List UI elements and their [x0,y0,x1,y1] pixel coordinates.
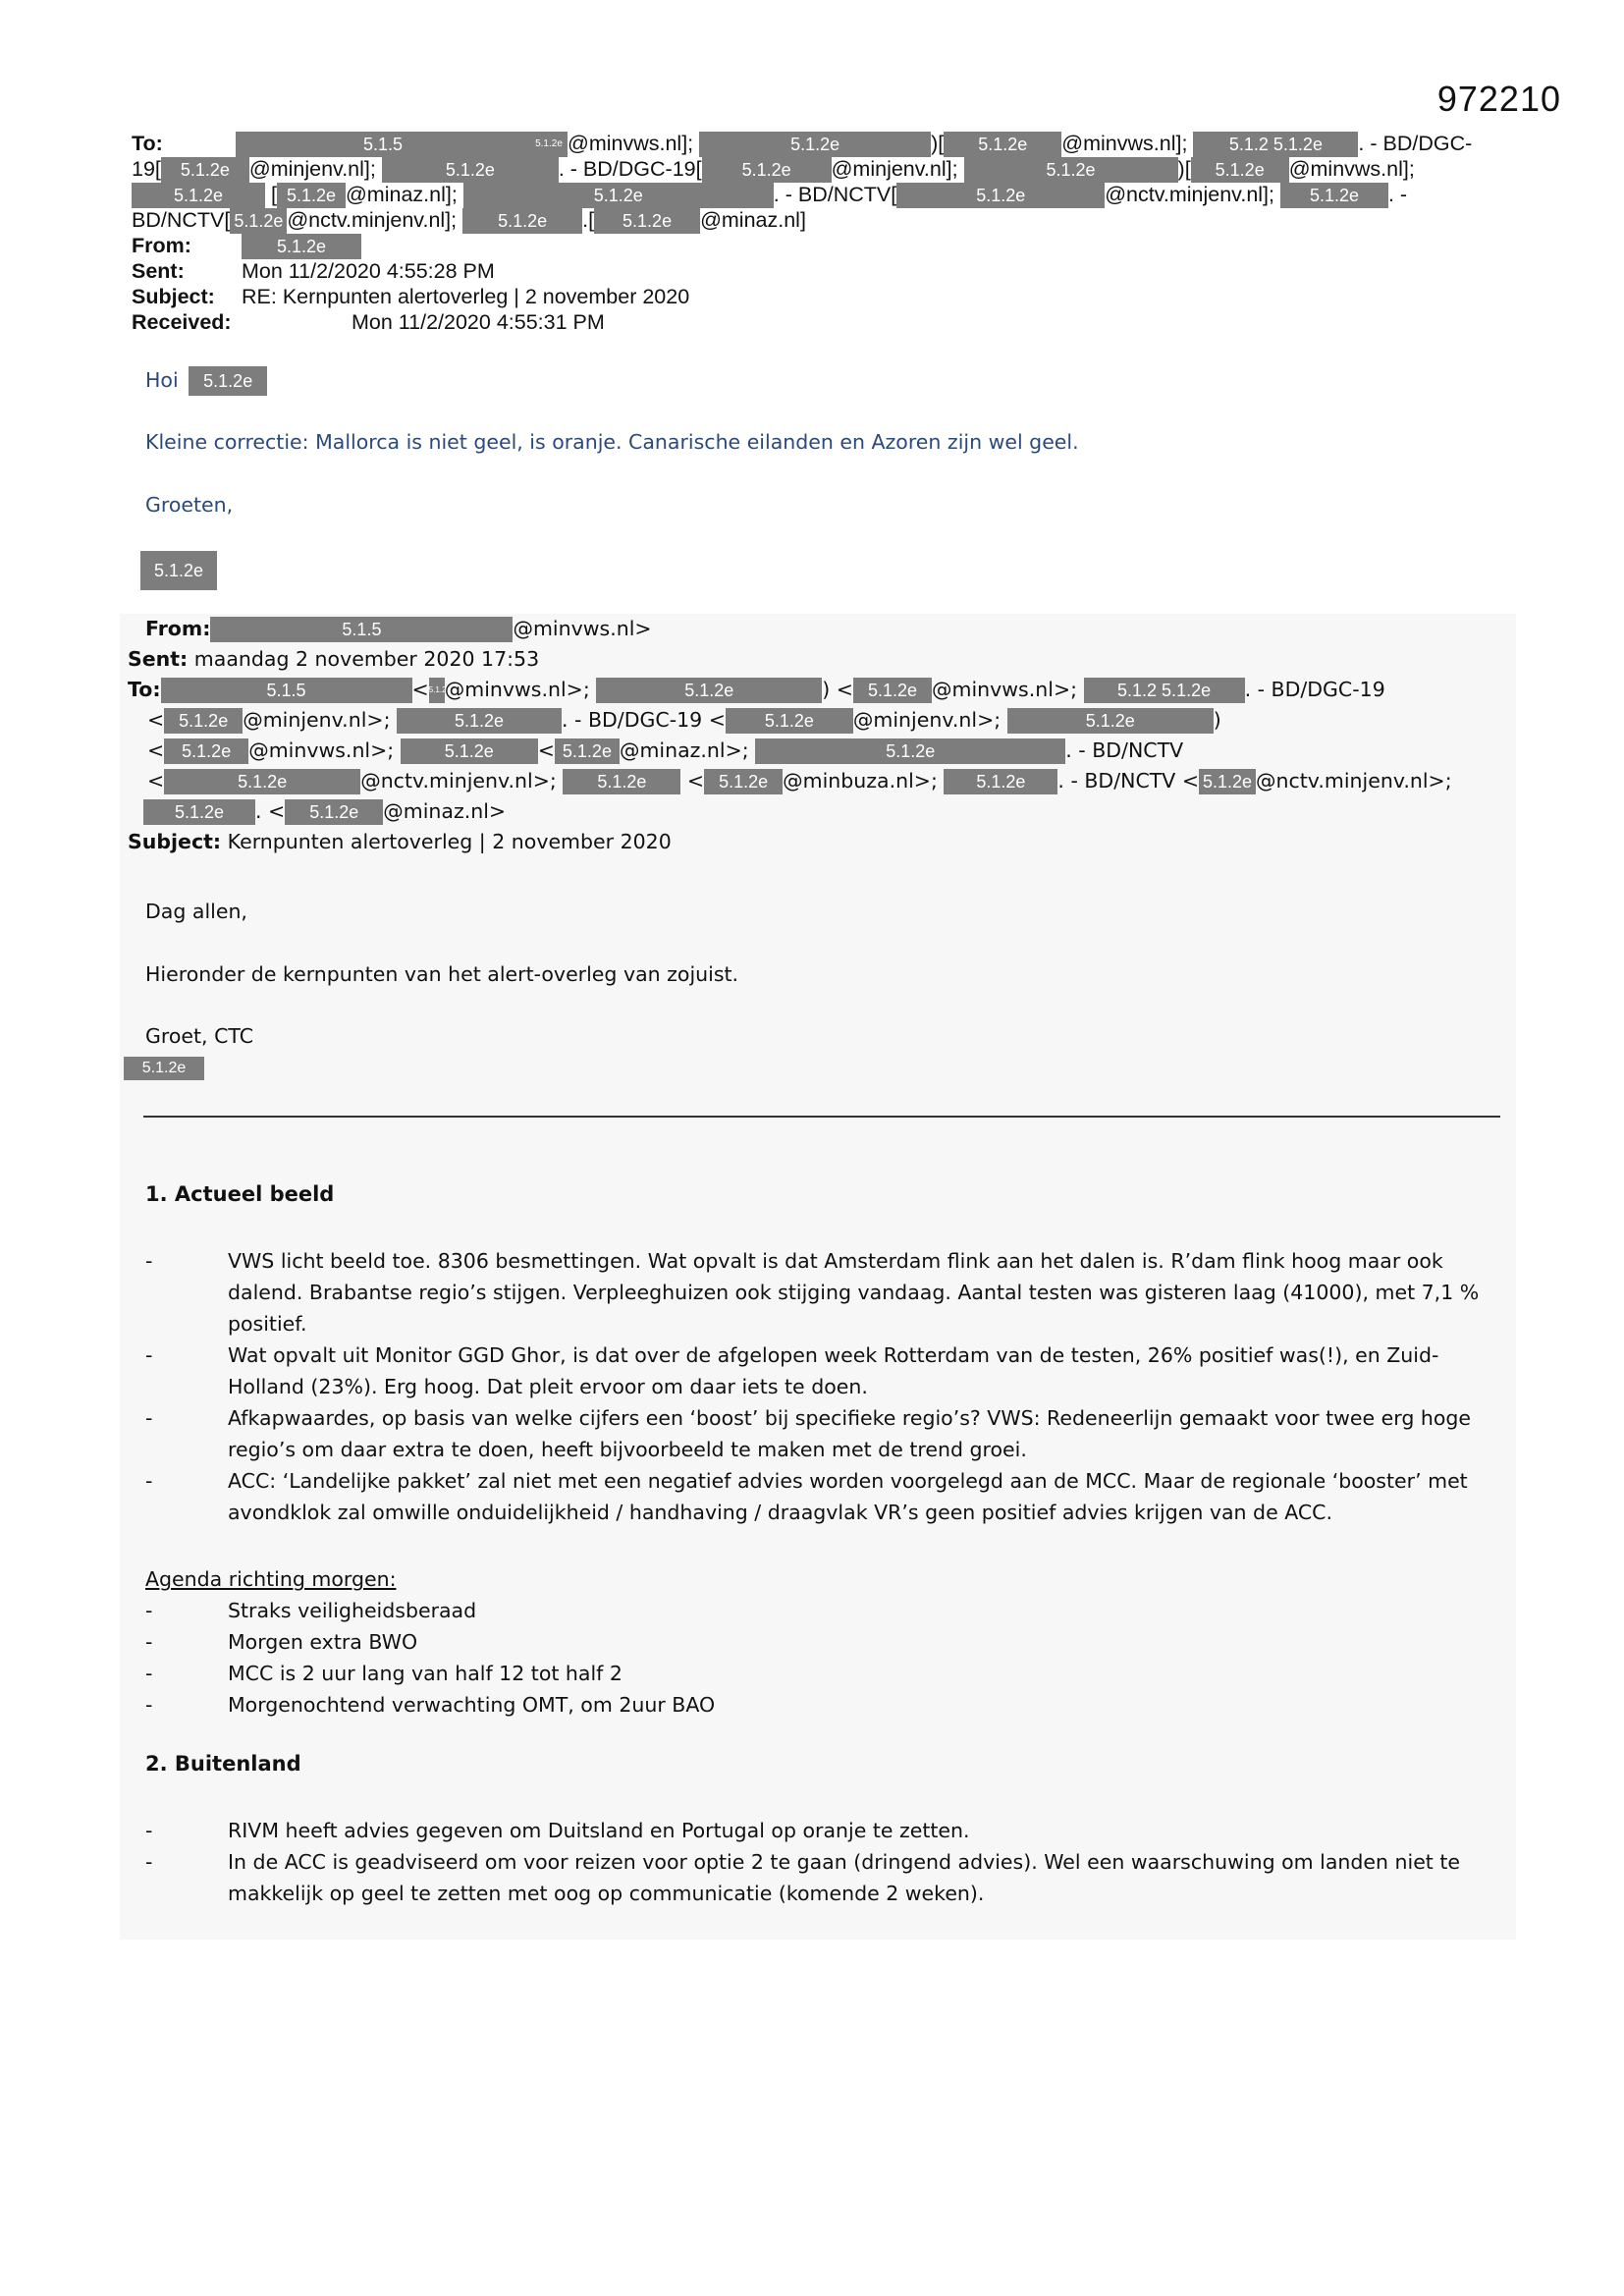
redaction: 5.1.2e [140,551,217,590]
text: . - BD/DGC-19[ [558,157,702,181]
redaction: 5.1.2e [1007,708,1214,734]
redaction: 5.1.2e [726,708,853,734]
subject-label: Subject: [132,285,215,308]
redaction: 5.1.2e [944,769,1057,794]
email-address: @minvws.nl]; [568,132,694,155]
email-address: @minjenv.nl]; [248,157,376,181]
text: . - BD/DGC- [1358,132,1473,155]
salutation: Dag allen, [145,900,247,923]
email-address: @minjenv.nl]; [831,157,958,181]
redaction: 5.1.2e [1280,183,1388,208]
bullet-dash: - [145,1819,153,1842]
list-item-text: RIVM heeft advies gegeven om Duitsland en Portugal op oranje te zetten. [228,1819,970,1842]
agenda-title: Agenda richting morgen: [145,1567,397,1591]
bullet-dash: - [145,1599,153,1622]
redaction: 5.1.2e [699,132,931,157]
redaction: 5.1.2e [944,132,1061,157]
fwd-to-label: To: [128,678,161,701]
text: < [411,678,429,701]
forwarded-header [128,614,1512,857]
redaction: 5.1.2e [397,708,562,734]
signoff-signature [124,1056,204,1080]
redaction: 5.1.2e [164,769,360,794]
email-address: @minjenv.nl>; [852,708,1001,732]
list-item-text: Morgen extra BWO [228,1630,418,1654]
text: . - BD/DGC-19 [1244,678,1385,701]
redaction: 5.1.2e [530,132,568,157]
redaction: 5.1.2e [964,157,1178,183]
redaction: 5.1.2e [555,738,620,764]
list-item [145,1465,1500,1528]
list-item-text: Straks veiligheidsberaad [228,1599,477,1622]
email-address: @minvws.nl>; [932,678,1078,701]
redaction: 5.1.2e [132,183,265,208]
fwd-to-line-3 [128,736,1512,766]
from-line [132,233,1516,258]
bullet-dash: - [145,1343,153,1367]
subject-value: RE: Kernpunten alertoverleg | 2 november 2020 [242,285,690,308]
redaction: 5.1.2e [230,208,287,234]
redaction: 5.1.2e [704,769,783,794]
email-address: @minaz.nl> [383,799,507,823]
text: < [537,738,555,762]
text: . - BD/NCTV[ [773,183,897,206]
redaction: 5.1.2e [702,157,832,183]
sent-line [132,258,1516,284]
signoff: Groet, CTC [145,1024,254,1048]
text: .[ [582,208,595,232]
fwd-subject-label: Subject: [128,830,222,853]
text: 19[ [132,157,161,181]
sent-label: Sent: [132,259,185,283]
email-header [132,131,1516,335]
email-address: @minaz.nl>; [619,738,749,762]
fwd-to-line-5 [128,796,1512,827]
fwd-subject-line [128,827,1512,857]
to-line-4 [132,207,1516,233]
redaction: 5.1.2 5.1.2e [1193,132,1358,157]
to-label: To: [132,132,163,155]
text: . < [255,799,286,823]
intro: Hieronder de kernpunten van het alert-overleg van zojuist. [145,962,739,986]
list-item [145,1245,1500,1339]
redaction: 5.1.2e [285,799,383,825]
email-address: @minvws.nl> [513,617,652,640]
greeting: Hoi [145,368,179,392]
list-item [145,1626,1500,1658]
email-address: @minvws.nl]; [1288,157,1415,181]
text: [ [270,183,277,206]
bullet-dash: - [145,1406,153,1430]
section-2-bullets [145,1815,1500,1909]
redaction: 5.1.2e [429,678,445,703]
to-line-1 [132,131,1516,156]
fwd-to-line-2 [128,705,1512,736]
redaction: 5.1.5 [161,678,412,703]
to-line-3 [132,182,1516,207]
redaction: 5.1.2e [143,799,255,825]
redaction: 5.1.2e [755,738,1065,764]
bullet-dash: - [145,1469,153,1493]
redaction: 5.1.2e [896,183,1105,208]
fwd-to-line-4 [128,766,1512,796]
list-item-text: MCC is 2 uur lang van half 12 tot half 2 [228,1662,623,1685]
agenda-list [145,1595,1500,1721]
email-address: @minbuza.nl>; [783,769,938,793]
section-2-title: 2. Buitenland [145,1752,301,1776]
section-1-title: 1. Actueel beeld [145,1182,335,1206]
section-1-bullets [145,1245,1500,1528]
redaction: 5.1.2e [1199,769,1256,794]
email-address: @nctv.minjenv.nl]; [1105,183,1274,206]
text: . - BD/NCTV < [1057,769,1199,793]
separator [143,1116,1500,1118]
document-number: 972210 [1436,79,1561,119]
redaction: 5.1.2e [164,708,243,734]
redaction: 5.1.2e [463,183,774,208]
list-item [145,1689,1500,1721]
text: . - BD/NCTV [1065,738,1184,762]
list-item [145,1402,1500,1465]
fwd-to-line-1 [128,675,1512,705]
to-line-2 [132,156,1516,182]
redaction: 5.1.2e [594,208,700,234]
redaction: 5.1.2e [242,234,361,259]
list-item-text: VWS licht beeld toe. 8306 besmettingen. Wat opvalt is dat Amsterdam flink aan het dalen is. R’dam flink hoog maar ook dalend. Brabantse regio’s stijgen. Verpleeghuizen ook stijging vandaag. Aantal testen was gisteren laag (41000), met 7,1 % positief. [228,1249,1480,1336]
redaction: 5.1.2e [1191,157,1289,183]
redaction: 5.1.5 [210,617,513,642]
list-item [145,1815,1500,1846]
received-label: Received: [132,310,232,334]
bullet-dash: - [145,1249,153,1273]
list-item-text: ACC: ‘Landelijke pakket’ zal niet met een negatief advies worden voorgelegd aan de MCC. Maar de regionale ‘booster’ met avondklok zal omwille onduidelijkheid / handhaving / draagvlak VR’s geen positief advies krijgen van de ACC. [228,1469,1468,1524]
text: < [147,738,165,762]
redaction: 5.1.2 5.1.2e [1084,678,1245,703]
redaction: 5.1.2e [401,738,538,764]
fwd-sent-label: Sent: [128,647,189,671]
text: )[ [1177,157,1191,181]
redaction: 5.1.2e [382,157,559,183]
redaction: 5.1.2e [124,1057,204,1080]
correction-text: Kleine correctie: Mallorca is niet geel, is oranje. Canarische eilanden en Azoren zijn wel geel. [145,430,1079,454]
list-item-text: In de ACC is geadviseerd om voor reizen voor optie 2 te gaan (dringend advies). Wel een waarschuwing om landen niet te makkelijk op geel te zetten met oog op communicatie (komende 2 weken). [228,1850,1461,1905]
sent-value: Mon 11/2/2020 4:55:28 PM [242,259,495,283]
greeting-line [145,366,267,396]
fwd-subject-value: Kernpunten alertoverleg | 2 november 2020 [227,830,672,853]
text: ) [1213,708,1221,732]
bullet-dash: - [145,1630,153,1654]
text: < [147,708,165,732]
redaction: 5.1.2e [164,738,248,764]
bullet-dash: - [145,1850,153,1874]
redaction: 5.1.5 [236,132,530,157]
text: < [147,769,165,793]
list-item-text: Wat opvalt uit Monitor GGD Ghor, is dat over de afgelopen week Rotterdam van de testen, 26% positief was(!), en Zuid-Holland (23%). Erg hoog. Dat pleit ervoor om daar iets te doen. [228,1343,1439,1398]
email-address: @minaz.nl]; [345,183,458,206]
email-address: @minaz.nl] [700,208,806,232]
redaction: 5.1.2e [277,183,346,208]
list-item [145,1595,1500,1626]
fwd-from-label: From: [145,617,211,640]
redaction: 5.1.2e [596,678,822,703]
received-line [132,309,1516,335]
list-item-text: Morgenochtend verwachting OMT, om 2uur BAO [228,1693,716,1717]
bullet-dash: - [145,1662,153,1685]
list-item [145,1339,1500,1402]
redaction: 5.1.2e [563,769,680,794]
from-label: From: [132,234,191,257]
email-address: @minvws.nl>; [248,738,395,762]
subject-line [132,284,1516,309]
closing: Groeten, [145,493,234,517]
fwd-from-line [128,614,1512,644]
redaction: 5.1.2e [161,157,249,183]
email-address: @minvws.nl>; [444,678,590,701]
list-item [145,1846,1500,1909]
list-item [145,1658,1500,1689]
text: < [686,769,705,793]
email-address: @nctv.minjenv.nl>; [1256,769,1452,793]
email-address: @nctv.minjenv.nl>; [360,769,557,793]
received-value: Mon 11/2/2020 4:55:31 PM [352,310,605,334]
text: ) < [822,678,853,701]
redaction: 5.1.2e [853,678,932,703]
redaction: 5.1.2e [462,208,582,234]
email-address: @nctv.minjenv.nl]; [287,208,458,232]
text: . - [1387,183,1408,206]
email-address: @minjenv.nl>; [243,708,391,732]
email-address: @minvws.nl]; [1061,132,1188,155]
list-item-text: Afkapwaardes, op basis van welke cijfers een ‘boost’ bij specifieke regio’s? VWS: Redeneerlijn gemaakt voor twee erg hoge regio’s om daar extra te doen, heeft bijvoorbeeld te maken met de trend groei. [228,1406,1472,1461]
text: )[ [931,132,945,155]
fwd-sent-line [128,644,1512,675]
redaction: 5.1.2e [189,366,267,396]
fwd-sent-value: maandag 2 november 2020 17:53 [193,647,540,671]
signature-line [140,551,217,590]
bullet-dash: - [145,1693,153,1717]
text: . - BD/DGC-19 < [562,708,726,732]
text: BD/NCTV[ [132,208,231,232]
